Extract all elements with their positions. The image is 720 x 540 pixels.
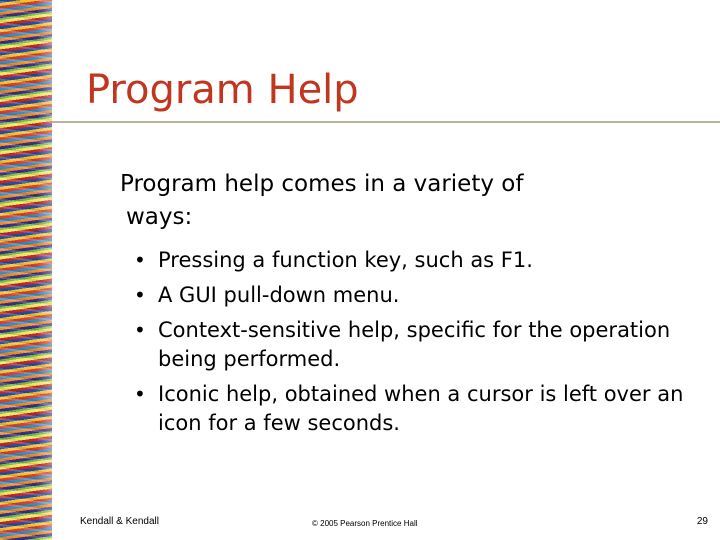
bullet-list [110,246,700,438]
footer-copyright: © 2005 Pearson Prentice Hall [312,519,418,528]
bullet-icon: • [134,318,146,342]
title-divider [52,121,720,123]
bullet-item [134,316,700,374]
page-number: 29 [696,516,708,527]
slide-body [110,168,700,444]
bullet-text: Pressing a function key, such as F1. [158,248,533,272]
bullet-icon: • [134,248,146,272]
decorative-stripe-band [0,0,52,540]
footer-authors: Kendall & Kendall [80,516,159,527]
bullet-icon: • [134,382,146,406]
bullet-item [134,281,700,310]
slide-title: Program Help [86,67,359,113]
bullet-text: Context-sensitive help, specific for the operation being performed. [158,318,671,371]
intro-text [110,168,700,234]
bullet-item [134,380,700,438]
bullet-text: A GUI pull-down menu. [158,283,400,307]
bullet-text: Iconic help, obtained when a cursor is left over an icon for a few seconds. [158,382,684,435]
bullet-item [134,246,700,275]
bullet-icon: • [134,283,146,307]
intro-line-1: Program help comes in a variety of [120,171,524,197]
intro-line-2: ways: [126,204,193,230]
